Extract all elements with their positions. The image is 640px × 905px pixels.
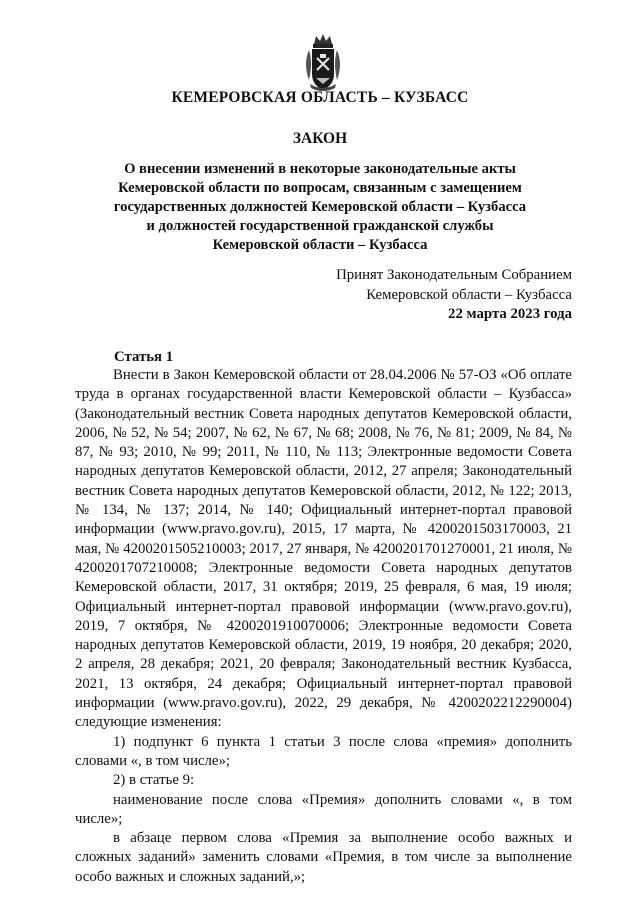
- article-heading: Статья 1: [114, 349, 174, 365]
- law-title-line: О внесении изменений в некоторые законодательные акты: [124, 161, 516, 177]
- law-title: [70, 160, 570, 255]
- law-title-line: государственных должностей Кемеровской области – Кузбасса: [113, 199, 527, 215]
- law-title-line: и должностей государственной гражданской службы: [146, 218, 494, 234]
- article-paragraph: 2) в статье 9:: [113, 772, 195, 789]
- adoption-line: Кемеровской области – Кузбасса: [366, 286, 572, 303]
- document-type-heading: ЗАКОН: [292, 130, 348, 147]
- article-paragraph: наименование после слова «Премия» дополнить словами «, в том числе»;: [75, 791, 572, 827]
- law-title-line: Кемеровской области – Кузбасса: [212, 237, 428, 253]
- article-body: [75, 366, 572, 887]
- adoption-block: [336, 266, 572, 325]
- article-paragraph: в абзаце первом слова «Премия за выполнение особо важных и сложных заданий» заменить словами «Премия, в том числе за выполнение особо важных и сложных заданий,»;: [75, 830, 572, 885]
- adoption-line: Принят Законодательным Собранием: [336, 267, 572, 283]
- law-title-line: Кемеровской области по вопросам, связанным с замещением: [118, 180, 522, 196]
- kemerovo-coat-of-arms-icon: [301, 32, 345, 94]
- region-heading: КЕМЕРОВСКАЯ ОБЛАСТЬ – КУЗБАСС: [171, 89, 469, 106]
- adoption-date: 22 марта 2023 года: [448, 306, 572, 322]
- article-paragraph: 1) подпункт 6 пункта 1 статьи 3 после слова «премия» дополнить словами «, в том числе»;: [75, 733, 572, 769]
- article-paragraph: Внести в Закон Кемеровской области от 28.04.2006 № 57-ОЗ «Об оплате труда в органах государственной власти Кемеровской области – Кузбасса» (Законодательный вестник Совета народных депутатов Кемеровской области, 2006, № 52, № 54; 2007, № 62, № 67, № 68; 2008, № 76, № 81; 2009, № 84, № 87, № 93; 2010, № 99; 2011, № 110, № 113; Электронные ведомости Совета народных депутатов Кемеровской области, 2012, 27 апреля; Законодательный вестник Совета народных депутатов Кемеровской области, 2012, № 122; 2013, № 134, № 137; 2014, № 140; Официальный интернет-портал правовой информации (www.pravo.gov.ru), 2015, 17 марта, № 4200201503170003, 21 мая, № 4200201505210003; 2017, 27 января, № 4200201701270001, 21 июля, № 4200201707210008; Электронные ведомости Совета народных депутатов Кемеровской области, 2017, 31 октября; 2019, 25 февраля, 6 мая, 19 июля; Официальный интернет-портал правовой информации (www.pravo.gov.ru), 2019, 7 октября, № 4200201910070006; Электронные ведомости Совета народных депутатов Кемеровской области, 2019, 19 ноября, 20 декабря; 2020, 2 апреля, 28 декабря; 2021, 20 февраля; Законодательный вестник Кузбасса, 2021, 13 октября, 24 декабря; Официальный интернет-портал правовой информации (www.pravo.gov.ru), 2022, 29 декабря, № 4200202212290004) следующие изменения:: [75, 367, 572, 731]
